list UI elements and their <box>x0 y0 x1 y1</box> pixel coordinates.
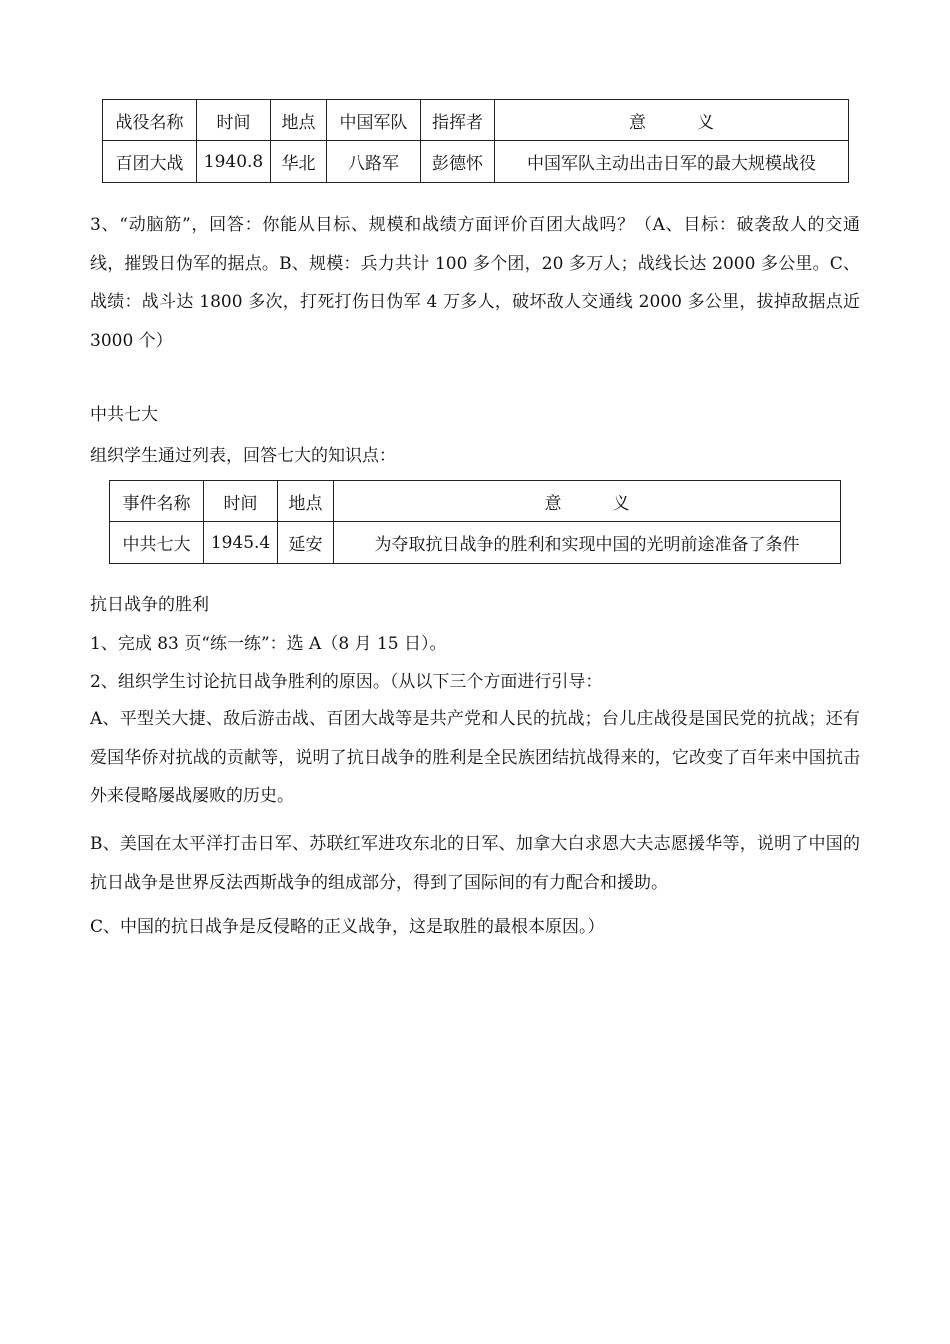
table-cell: 1945.4 <box>204 522 278 564</box>
victory-point-a: A、平型关大捷、敌后游击战、百团大战等是共产党和人民的抗战；台儿庄战役是国民党的抗战；还有爱国华侨对抗战的贡献等，说明了抗日战争的胜利是全民族团结抗战得来的，它改变了百年来中国抗击外来侵略屡战屡败的历史。 <box>90 709 860 806</box>
header-cell: 中国军队 <box>327 100 421 141</box>
qi-da-table-header-row <box>110 481 841 522</box>
victory-point-c: C、中国的抗日战争是反侵略的正义战争，这是取胜的最根本原因。） <box>90 917 605 937</box>
table-cell: 八路军 <box>327 141 421 183</box>
header-cell: 地点 <box>271 100 327 141</box>
header-cell: 指挥者 <box>421 100 495 141</box>
table-row <box>110 522 841 564</box>
table-cell: 1940.8 <box>197 141 271 183</box>
table-cell: 延安 <box>278 522 334 564</box>
table-cell: 中共七大 <box>110 522 204 564</box>
victory-item-2: 2、组织学生讨论抗日战争胜利的原因。（从以下三个方面进行引导： <box>90 672 603 692</box>
table-cell: 彭德怀 <box>421 141 495 183</box>
table-cell: 华北 <box>271 141 327 183</box>
victory-item-1: 1、完成 83 页“练一练”：选 A（8 月 15 日）。 <box>90 634 447 654</box>
table-cell: 中国军队主动出击日军的最大规模战役 <box>495 141 849 183</box>
battle-table-header-row <box>103 100 849 141</box>
table-row <box>103 141 849 183</box>
battle-table <box>102 99 849 183</box>
header-cell: 时间 <box>204 481 278 522</box>
question-3-paragraph: 3、“动脑筋”，回答：你能从目标、规模和战绩方面评价百团大战吗？（A、目标：破袭敌人的交通线，摧毁日伪军的据点。B、规模：兵力共计 100 多个团，20 多万人；战线长达 2000 多公里。C、战绩：战斗达 1800 多次，打死打伤日伪军 4 万多人，破坏敌人交通线 2000 多公里，拔掉敌据点近 3000 个） <box>90 215 860 351</box>
header-cell: 时间 <box>197 100 271 141</box>
table-cell: 为夺取抗日战争的胜利和实现中国的光明前途准备了条件 <box>334 522 841 564</box>
header-cell: 战役名称 <box>103 100 197 141</box>
section-heading-victory: 抗日战争的胜利 <box>90 595 209 615</box>
qi-da-table <box>109 480 841 564</box>
header-cell: 事件名称 <box>110 481 204 522</box>
section-heading-qi-da: 中共七大 <box>90 405 158 425</box>
header-cell: 意 义 <box>334 481 841 522</box>
victory-point-b: B、美国在太平洋打击日军、苏联红军进攻东北的日军、加拿大白求恩大夫志愿援华等，说明了中国的抗日战争是世界反法西斯战争的组成部分，得到了国际间的有力配合和援助。 <box>90 834 860 893</box>
qi-da-intro: 组织学生通过列表，回答七大的知识点： <box>90 446 396 466</box>
table-cell: 百团大战 <box>103 141 197 183</box>
header-cell: 地点 <box>278 481 334 522</box>
header-cell: 意 义 <box>495 100 849 141</box>
